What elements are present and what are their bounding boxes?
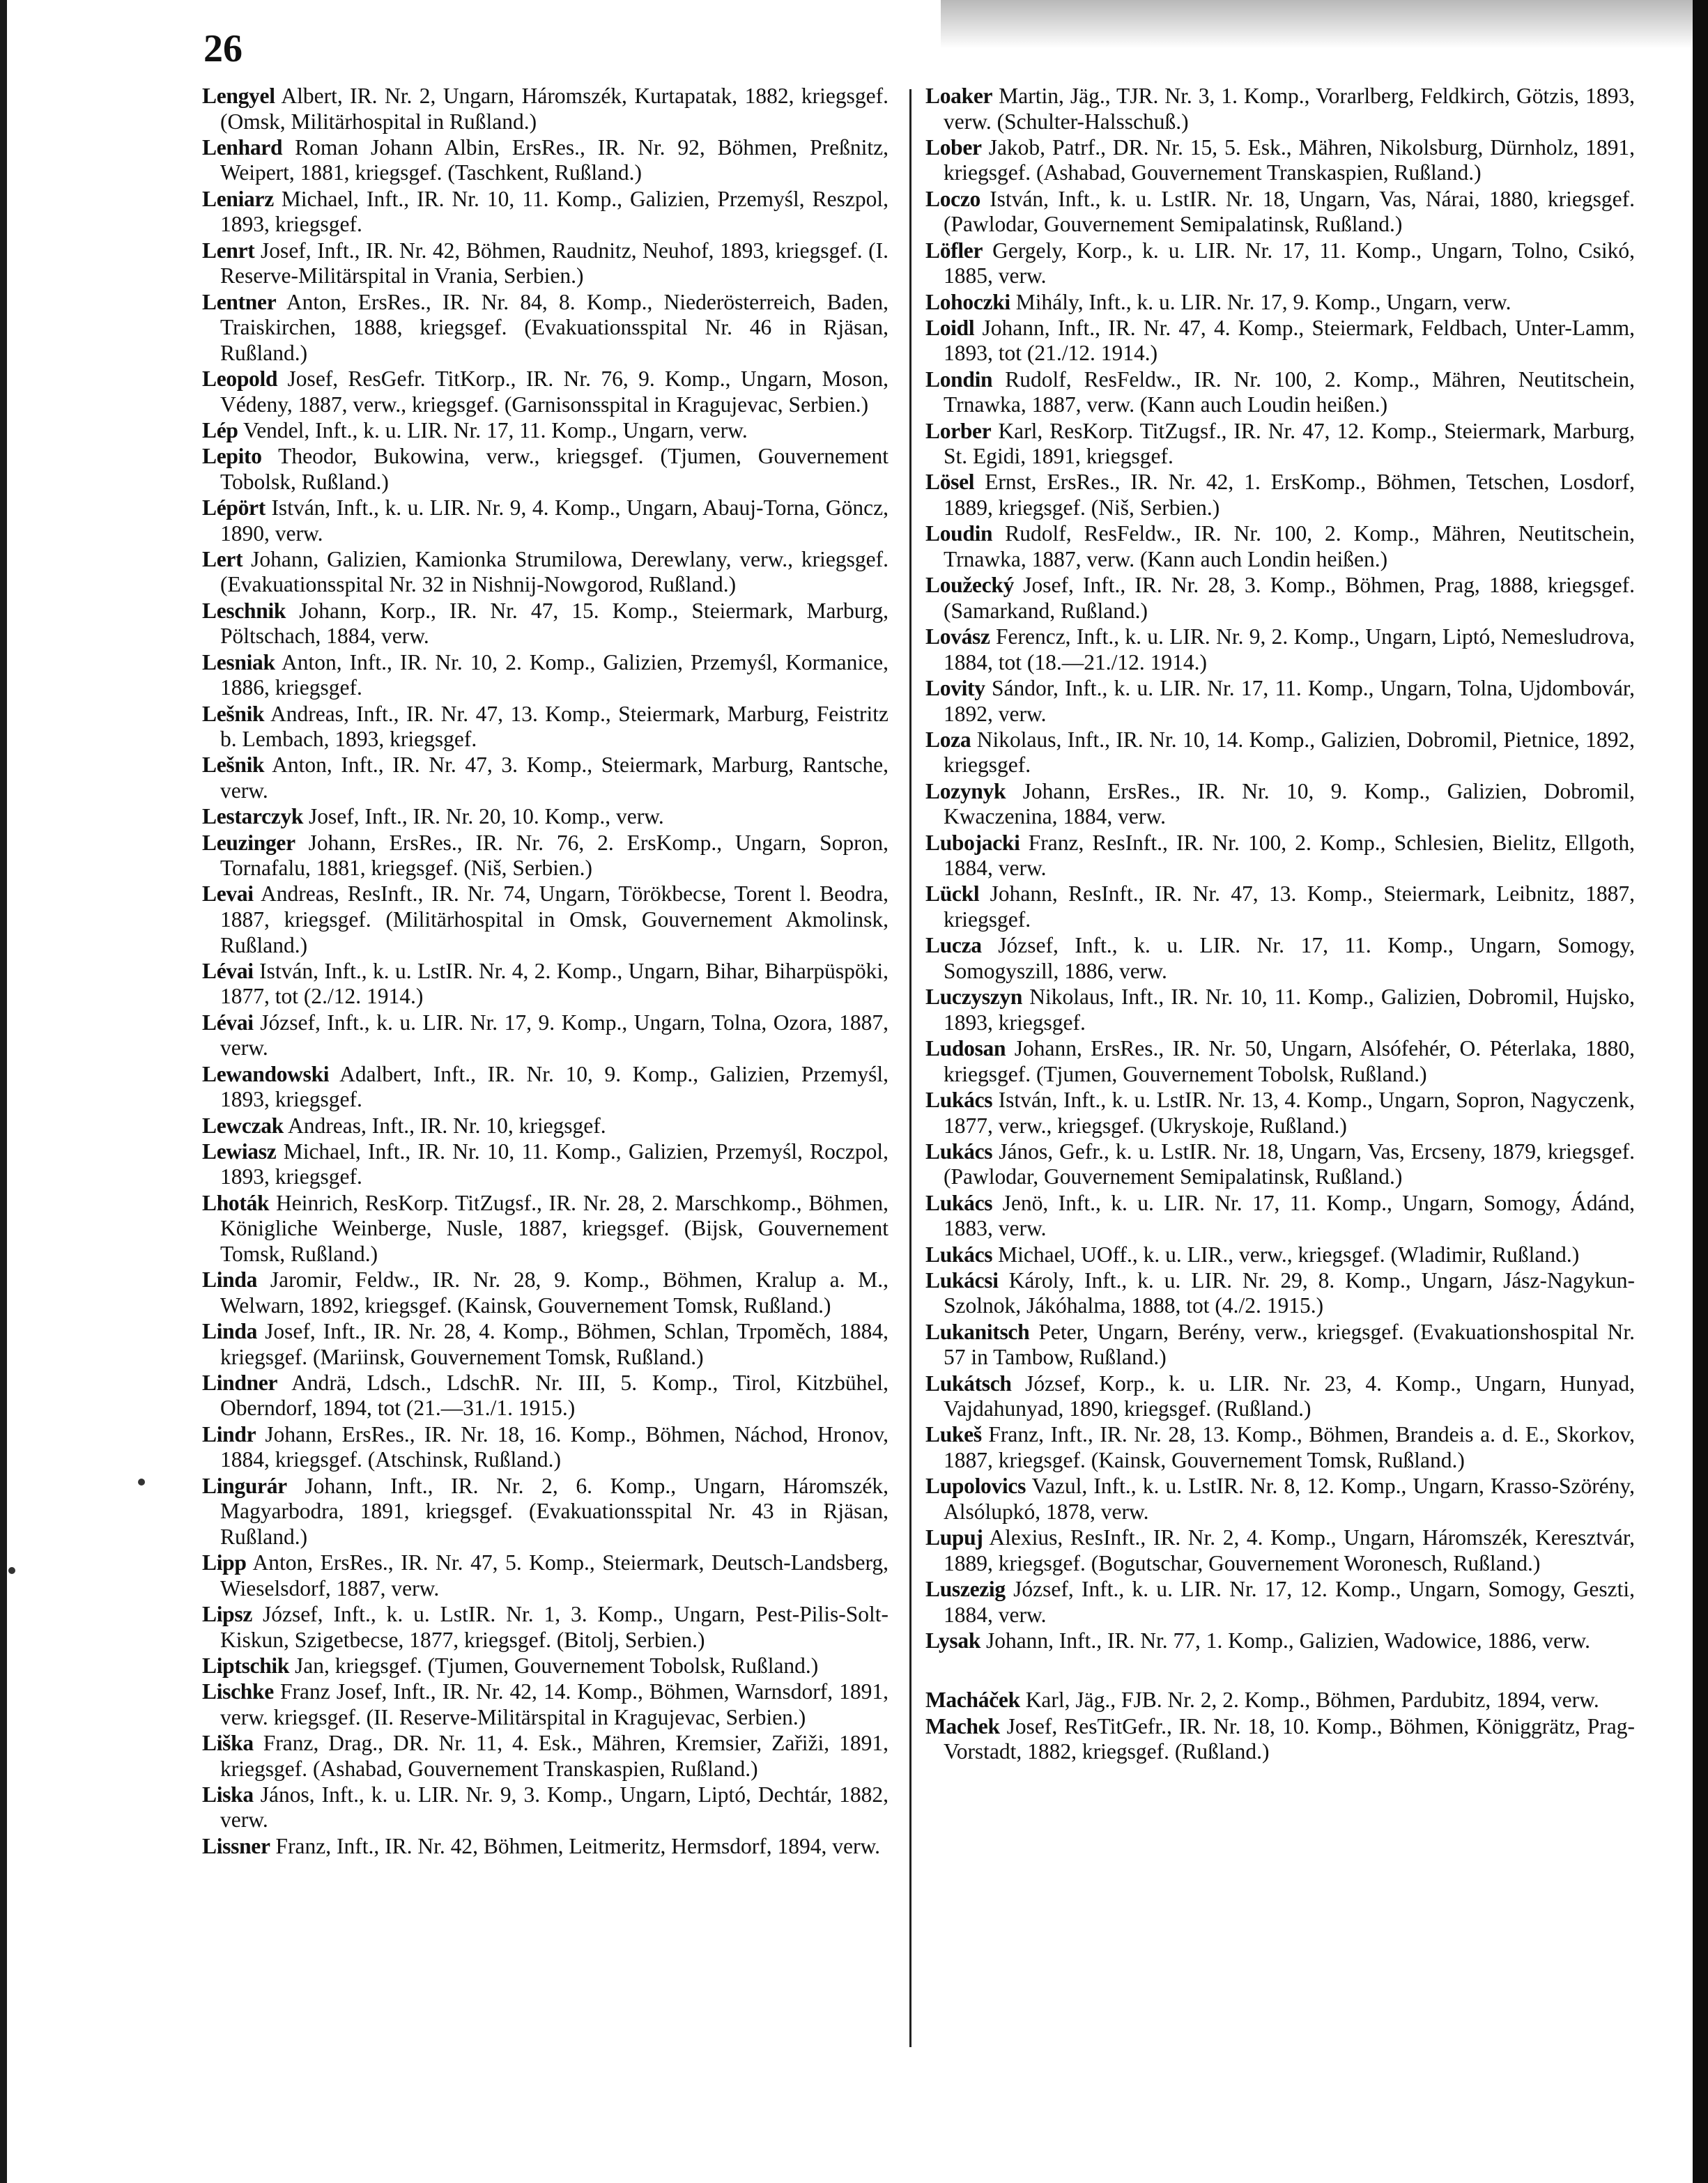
right-column [925,84,1635,1765]
entry-surname: Löfler [925,238,983,263]
entry-surname: Lückl [925,881,980,907]
entry-surname: Linda [202,1319,258,1343]
entry-details: Gergely, Korp., k. u. LIR. Nr. 17, 11. Komp., Ungarn, Tolno, Csikó, 1885, verw. [944,238,1635,288]
entry-details: Nikolaus, Inft., IR. Nr. 10, 11. Komp., Galizien, Dobromil, Hujsko, 1893, kriegsgef. [944,985,1636,1035]
entry-surname: Lestarczyk [202,804,304,829]
entry-details: Andrä, Ldsch., LdschR. Nr. III, 5. Komp., Tirol, Kitzbühel, Oberndorf, 1894, tot (21.—31./1. 1915.) [220,1370,889,1421]
entry-surname: Lép [202,417,238,442]
entry-details: Franz, ResInft., IR. Nr. 100, 2. Komp., Schlesien, Bielitz, Ellgoth, 1884, verw. [944,830,1635,881]
entry-details: Johann, ErsRes., IR. Nr. 10, 9. Komp., Galizien, Dobromil, Kwaczenina, 1884, verw. [944,778,1635,829]
register-entry [925,1268,1635,1319]
register-entry [202,290,888,367]
entry-surname: Lukácsi [925,1267,999,1293]
entry-details: János, Gefr., k. u. LstIR. Nr. 18, Ungarn, Vas, Ercseny, 1879, kriegsgef. (Pawlodar, Gouvernement Semipalatinsk, Rußland.) [944,1139,1635,1189]
entry-details: Franz, Inft., IR. Nr. 28, 13. Komp., Böhmen, Brandeis a. d. E., Skorkov, 1887, kriegsgef. (Kainsk, Gouvernement Tomsk, Rußland.) [944,1422,1635,1473]
entry-details: Johann, Galizien, Kamionka Strumilowa, Derewlany, verw., kriegsgef. (Evakuationsspital Nr. 32 in Nishnij-Nowgorod, Rußland.) [220,546,888,597]
left-column [202,84,888,1860]
register-entry [925,419,1635,470]
entry-surname: Lovity [925,675,985,700]
register-entry [925,779,1635,830]
register-entry [925,1320,1635,1371]
entry-surname: Lhoták [202,1190,270,1215]
entry-details: Rudolf, ResFeldw., IR. Nr. 100, 2. Komp., Mähren, Neutitschein, Trnawka, 1887, verw. (Kann auch Londin heißen.) [944,521,1635,571]
scan-speck [138,1479,145,1486]
register-entry [925,985,1635,1035]
entry-details: Peter, Ungarn, Berény, verw., kriegsgef. (Evakuationshospital Nr. 57 in Tambow, Rußland.) [944,1319,1635,1370]
register-entry [202,1113,888,1139]
entry-surname: Lukeš [925,1422,982,1447]
entry-surname: Lohoczki [925,289,1010,314]
entry-details: Heinrich, ResKorp. TitZugsf., IR. Nr. 28, 2. Marschkomp., Böhmen, Königliche Weinberge, Nusle, 1887, kriegsgef. (Bijsk, Gouvernement Tomsk, Rußland.) [220,1190,888,1266]
entry-details: Johann, ErsRes., IR. Nr. 18, 16. Komp., Böhmen, Náchod, Hronov, 1884, kriegsgef. (Atschinsk, Rußland.) [220,1421,888,1472]
register-entry [925,1139,1635,1190]
register-entry [925,238,1635,289]
entry-details: Johann, Inft., IR. Nr. 2, 6. Komp., Ungarn, Háromszék, Magyarbodra, 1891, kriegsgef. (Evakuationsspital Nr. 43 in Rjäsan, Rußland.) [220,1473,888,1549]
register-entry [925,521,1635,572]
entry-details: István, Inft., k. u. LIR. Nr. 9, 4. Komp., Ungarn, Abauj-Torna, Göncz, 1890, verw. [220,495,888,546]
entry-surname: Leuzinger [202,830,295,855]
entry-details: Josef, Inft., IR. Nr. 20, 10. Komp., verw. [309,804,664,829]
entry-surname: Loza [925,727,971,752]
entry-details: Andreas, ResInft., IR. Nr. 74, Ungarn, Törökbecse, Torent l. Beodra, 1887, kriegsgef. (Militärhospital in Omsk, Gouvernement Akmolinsk, Rußland.) [220,881,888,957]
entry-details: István, Inft., k. u. LstIR. Nr. 4, 2. Komp., Ungarn, Bihar, Biharpüspöki, 1877, tot (2./12. 1914.) [220,958,888,1009]
entry-details: Josef, Inft., IR. Nr. 28, 3. Komp., Böhmen, Prag, 1888, kriegsgef. (Samarkand, Rußland.) [944,573,1636,623]
register-entry [925,831,1635,881]
entry-details: Johann, Korp., IR. Nr. 47, 15. Komp., Steiermark, Marburg, Pöltschach, 1884, verw. [220,598,889,649]
entry-details: Andreas, Inft., IR. Nr. 10, kriegsgef. [288,1113,606,1138]
page-number: 26 [203,27,243,70]
entry-details: Johann, ResInft., IR. Nr. 47, 13. Komp., Steiermark, Leibnitz, 1887, kriegsgef. [944,881,1635,932]
entry-details: Nikolaus, Inft., IR. Nr. 10, 14. Komp., Galizien, Dobromil, Pietnice, 1892, kriegsgef. [944,727,1636,778]
register-entry [925,1422,1635,1473]
entry-details: Michael, UOff., k. u. LIR., verw., kriegsgef. (Wladimir, Rußland.) [998,1242,1580,1267]
register-entry [202,135,888,186]
register-entry [925,1628,1635,1654]
scan-edge-left [0,0,7,2183]
entry-details: Johann, ErsRes., IR. Nr. 76, 2. ErsKomp., Ungarn, Sopron, Tornafalu, 1881, kriegsgef. (Niš, Serbien.) [220,830,889,881]
entry-details: József, Korp., k. u. LIR. Nr. 23, 4. Komp., Ungarn, Hunyad, Vajdahunyad, 1890, kriegsgef. (Rußland.) [944,1371,1636,1421]
entry-surname: Lupolovics [925,1474,1026,1499]
entry-surname: Macháček [925,1688,1020,1713]
register-entry [202,1422,888,1473]
register-entry [925,727,1635,778]
entry-details: Franz, Drag., DR. Nr. 11, 4. Esk., Mähren, Kremsier, Zařiži, 1891, kriegsgef. (Ashabad, Gouvernement Transkaspien, Rußland.) [220,1731,888,1781]
register-entry [202,1010,888,1061]
entry-surname: Loužecký [925,573,1015,598]
entry-surname: Lischke [202,1679,274,1704]
entry-details: József, Inft., k. u. LstIR. Nr. 1, 3. Komp., Ungarn, Pest-Pilis-Solt-Kiskun, Szigetbecse, 1877, kriegsgef. (Bitolj, Serbien.) [220,1601,888,1652]
entry-surname: Lépört [202,495,266,520]
entry-details: Ferencz, Inft., k. u. LIR. Nr. 9, 2. Komp., Ungarn, Liptó, Nemesludrova, 1884, tot (18.—21./12. 1914.) [944,624,1635,674]
register-entry [202,187,888,238]
register-entry [202,753,888,803]
entry-surname: Lert [202,546,243,571]
entry-surname: Lévai [202,1010,254,1035]
entry-surname: Lipsz [202,1601,253,1626]
entry-details: Alexius, ResInft., IR. Nr. 2, 4. Komp., Ungarn, Háromszék, Keresztvár, 1889, kriegsgef. (Bogutschar, Gouvernement Woronesch, Rußland.) [944,1525,1635,1575]
entry-surname: Leopold [202,366,278,391]
entry-surname: Lešnik [202,753,265,778]
entry-details: József, Inft., k. u. LIR. Nr. 17, 11. Komp., Ungarn, Somogy, Somogyszill, 1886, verw. [944,933,1636,983]
entry-surname: Lucza [925,933,982,958]
entry-surname: Loczo [925,186,980,211]
entry-surname: Liška [202,1731,254,1755]
register-entry [202,444,888,495]
scan-shadow-top [941,0,1708,49]
register-entry [925,135,1635,186]
entry-details: Anton, Inft., IR. Nr. 47, 3. Komp., Steiermark, Marburg, Rantsche, verw. [220,753,888,803]
register-entry [202,367,888,417]
entry-surname: Lepito [202,444,262,469]
entry-details: Andreas, Inft., IR. Nr. 47, 13. Komp., Steiermark, Marburg, Feistritz b. Lembach, 1893, kriegsgef. [220,701,889,752]
entry-details: Michael, Inft., IR. Nr. 10, 11. Komp., Galizien, Przemyśl, Reszpol, 1893, kriegsgef. [220,186,888,237]
entry-surname: Lukanitsch [925,1319,1030,1344]
entry-surname: Lozynyk [925,778,1006,803]
entry-details: József, Inft., k. u. LIR. Nr. 17, 12. Komp., Ungarn, Somogy, Geszti, 1884, verw. [944,1577,1636,1627]
register-entry [202,1782,888,1833]
entry-details: Franz, Inft., IR. Nr. 42, Böhmen, Leitmeritz, Hermsdorf, 1894, verw. [275,1833,881,1858]
entry-details: Johann, Inft., IR. Nr. 77, 1. Komp., Galizien, Wadowice, 1886, verw. [985,1628,1590,1653]
entry-surname: Lipp [202,1550,247,1575]
register-entry [925,367,1635,418]
register-entry [202,1319,888,1370]
register-entry [202,959,888,1010]
entry-details: Albert, IR. Nr. 2, Ungarn, Háromszék, Kurtapatak, 1882, kriegsgef. (Omsk, Militärhospital in Rußland.) [220,84,888,134]
entry-details: Adalbert, Inft., IR. Nr. 10, 9. Komp., Galizien, Przemyśl, 1893, kriegsgef. [220,1061,888,1112]
register-entry [202,1062,888,1113]
entry-surname: Lukács [925,1242,993,1267]
register-entry [202,1653,888,1679]
entry-details: Karl, ResKorp. TitZugsf., IR. Nr. 47, 12. Komp., Steiermark, Marburg, St. Egidi, 1891, kriegsgef. [944,418,1635,469]
register-entry [925,1688,1635,1713]
register-entry [202,650,888,701]
entry-surname: Luczyszyn [925,985,1023,1010]
entry-surname: Lewczak [202,1113,284,1138]
section-gap [925,1654,1635,1688]
entry-details: Karl, Jäg., FJB. Nr. 2, 2. Komp., Böhmen, Pardubitz, 1894, verw. [1025,1688,1599,1713]
entry-surname: Lesniak [202,649,275,674]
entry-surname: Lenrt [202,238,255,263]
register-entry [925,573,1635,624]
entry-details: Vazul, Inft., k. u. LstIR. Nr. 8, 12. Komp., Ungarn, Krasso-Szörény, Alsólupkó, 1878, verw. [944,1474,1635,1524]
entry-details: Michael, Inft., IR. Nr. 10, 11. Komp., Galizien, Przemyśl, Roczpol, 1893, kriegsgef. [220,1139,888,1189]
entry-details: Jaromir, Feldw., IR. Nr. 28, 9. Komp., Böhmen, Kralup a. M., Welwarn, 1892, kriegsgef. (Kainsk, Gouvernement Tomsk, Rußland.) [220,1267,889,1318]
entry-surname: Lukács [925,1087,993,1112]
register-entry [202,238,888,289]
register-entry [202,1731,888,1782]
register-entry [925,881,1635,932]
register-entry [925,1525,1635,1576]
entry-details: Josef, ResGefr. TitKorp., IR. Nr. 76, 9. Komp., Ungarn, Moson, Védeny, 1887, verw., kriegsgef. (Garnisonsspital in Kragujevac, Serbien.) [220,366,888,417]
register-entry [202,599,888,649]
register-entry [202,1834,888,1860]
register-entry [925,1371,1635,1422]
register-entry [202,1191,888,1267]
entry-details: Anton, ErsRes., IR. Nr. 84, 8. Komp., Niederösterreich, Baden, Traiskirchen, 1888, kriegsgef. (Evakuationsspital Nr. 46 in Rjäsan, Rußland.) [220,289,888,365]
register-entry [202,547,888,598]
entry-details: Jakob, Patrf., DR. Nr. 15, 5. Esk., Mähren, Nikolsburg, Dürnholz, 1891, kriegsgef. (Ashabad, Gouvernement Transkaspien, Rußland.) [944,134,1636,185]
entry-surname: Lukátsch [925,1371,1012,1396]
register-entry [202,1371,888,1421]
entry-details: István, Inft., k. u. LstIR. Nr. 18, Ungarn, Vas, Nárai, 1880, kriegsgef. (Pawlodar, Gouvernement Semipalatinsk, Rußland.) [944,186,1636,237]
column-divider [909,89,911,2047]
entry-details: Anton, Inft., IR. Nr. 10, 2. Komp., Galizien, Przemyśl, Kormanice, 1886, kriegsgef. [220,649,888,700]
register-entry [202,1602,888,1653]
entry-surname: Loidl [925,315,975,340]
entry-surname: Lovász [925,624,990,649]
register-entry [202,84,888,134]
register-entry [925,933,1635,984]
entry-details: József, Inft., k. u. LIR. Nr. 17, 9. Komp., Ungarn, Tolna, Ozora, 1887, verw. [220,1010,888,1060]
entry-details: István, Inft., k. u. LstIR. Nr. 13, 4. Komp., Ungarn, Sopron, Nagyczenk, 1877, verw., kriegsgef. (Ukryskoje, Rußland.) [944,1087,1636,1138]
register-entry [202,1474,888,1550]
entry-details: Johann, ErsRes., IR. Nr. 50, Ungarn, Alsófehér, O. Péterlaka, 1880, kriegsgef. (Tjumen, Gouvernement Tobolsk, Rußland.) [944,1036,1636,1086]
register-entry [925,624,1635,675]
register-entry [925,187,1635,238]
entry-details: Vendel, Inft., k. u. LIR. Nr. 17, 11. Komp., Ungarn, verw. [243,417,748,442]
register-entry [925,470,1635,520]
entry-details: Ernst, ErsRes., IR. Nr. 42, 1. ErsKomp., Böhmen, Tetschen, Losdorf, 1889, kriegsgef. (Niš, Serbien.) [944,470,1636,520]
register-entry [202,418,888,444]
entry-details: Josef, Inft., IR. Nr. 28, 4. Komp., Böhmen, Schlan, Trpoměch, 1884, kriegsgef. (Mariinsk, Gouvernement Tomsk, Rußland.) [220,1319,889,1369]
entry-surname: Lösel [925,470,975,495]
entry-surname: Liska [202,1782,254,1807]
entry-details: Martin, Jäg., TJR. Nr. 3, 1. Komp., Vorarlberg, Feldkirch, Götzis, 1893, verw. (Schulter-Halsschuß.) [944,84,1635,134]
register-entry [202,495,888,546]
entry-surname: Linda [202,1267,258,1293]
register-entry [925,1242,1635,1268]
register-entry [202,1679,888,1730]
entry-details: Károly, Inft., k. u. LIR. Nr. 29, 8. Komp., Ungarn, Jász-Nagykun-Szolnok, Jákóhalma, 1888, tot (4./2. 1915.) [944,1267,1636,1318]
entry-surname: Lupuj [925,1525,983,1550]
entry-surname: Loaker [925,84,993,108]
register-entry [925,1714,1635,1765]
entry-surname: Leniarz [202,186,274,211]
register-entry [202,1267,888,1318]
entry-surname: Machek [925,1713,1000,1738]
register-entry [202,702,888,753]
register-entry [202,804,888,830]
entry-surname: Loudin [925,521,993,546]
entry-surname: Lewandowski [202,1061,330,1086]
entry-surname: Lubojacki [925,830,1020,855]
entry-details: Theodor, Bukowina, verw., kriegsgef. (Tjumen, Gouvernement Tobolsk, Rußland.) [220,444,888,494]
register-entry [202,881,888,958]
register-entry [925,290,1635,316]
entry-surname: Lober [925,134,982,160]
entry-surname: Lengyel [202,84,275,108]
entry-details: Josef, ResTitGefr., IR. Nr. 18, 10. Komp., Böhmen, Königgrätz, Prag-Vorstadt, 1882, kriegsgef. (Rußland.) [944,1713,1635,1764]
entry-surname: Luszezig [925,1577,1006,1602]
entry-surname: Liptschik [202,1653,290,1678]
entry-surname: Ludosan [925,1036,1006,1061]
entry-surname: Lingurár [202,1473,287,1498]
register-entry [202,831,888,881]
entry-surname: Lévai [202,958,254,983]
entry-surname: Lindr [202,1421,256,1447]
entry-details: Mihály, Inft., k. u. LIR. Nr. 17, 9. Komp., Ungarn, verw. [1015,289,1511,314]
entry-details: Rudolf, ResFeldw., IR. Nr. 100, 2. Komp., Mähren, Neutitschein, Trnawka, 1887, verw. (Kann auch Loudin heißen.) [944,367,1635,417]
entry-surname: Lysak [925,1628,981,1653]
register-entry [925,1577,1635,1628]
register-entry [925,1474,1635,1525]
entry-details: Roman Johann Albin, ErsRes., IR. Nr. 92, Böhmen, Preßnitz, Weipert, 1881, kriegsgef. (Taschkent, Rußland.) [220,134,888,185]
entry-surname: Londin [925,367,993,392]
entry-details: Sándor, Inft., k. u. LIR. Nr. 17, 11. Komp., Ungarn, Tolna, Ujdombovár, 1892, verw. [944,675,1636,726]
register-entry [202,1550,888,1601]
entry-surname: Lewiasz [202,1139,277,1164]
entry-details: János, Inft., k. u. LIR. Nr. 9, 3. Komp., Ungarn, Liptó, Dechtár, 1882, verw. [220,1782,889,1833]
register-entry [925,316,1635,367]
entry-surname: Leschnik [202,598,286,623]
entry-surname: Lentner [202,289,277,314]
entry-surname: Lenhard [202,134,283,160]
register-entry [925,1191,1635,1242]
register-entry [202,1139,888,1190]
entry-details: Anton, ErsRes., IR. Nr. 47, 5. Komp., Steiermark, Deutsch-Landsberg, Wieselsdorf, 1887, verw. [220,1550,888,1600]
entry-surname: Lukács [925,1190,993,1215]
entry-details: Josef, Inft., IR. Nr. 42, Böhmen, Raudnitz, Neuhof, 1893, kriegsgef. (I. Reserve-Militärspital in Vrania, Serbien.) [220,238,888,288]
register-entry [925,676,1635,727]
entry-surname: Lešnik [202,701,265,726]
entry-surname: Lissner [202,1833,270,1858]
register-entry [925,84,1635,134]
entry-details: Jan, kriegsgef. (Tjumen, Gouvernement Tobolsk, Rußland.) [294,1653,819,1678]
scan-speck [8,1567,15,1574]
entry-surname: Lindner [202,1370,278,1395]
register-entry [925,1088,1635,1139]
scan-edge-right [1693,0,1708,2183]
entry-details: Franz Josef, Inft., IR. Nr. 42, 14. Komp., Böhmen, Warnsdorf, 1891, verw. kriegsgef. (II. Reserve-Militärspital in Kragujevac, Serbien.) [220,1679,888,1729]
entry-details: Jenö, Inft., k. u. LIR. Nr. 17, 11. Komp., Ungarn, Somogy, Ádánd, 1883, verw. [944,1190,1636,1241]
entry-surname: Lukács [925,1139,993,1164]
entry-details: Johann, Inft., IR. Nr. 47, 4. Komp., Steiermark, Feldbach, Unter-Lamm, 1893, tot (21./12. 1914.) [944,315,1635,366]
entry-surname: Lorber [925,418,992,443]
register-entry [925,1036,1635,1087]
entry-surname: Levai [202,881,254,907]
